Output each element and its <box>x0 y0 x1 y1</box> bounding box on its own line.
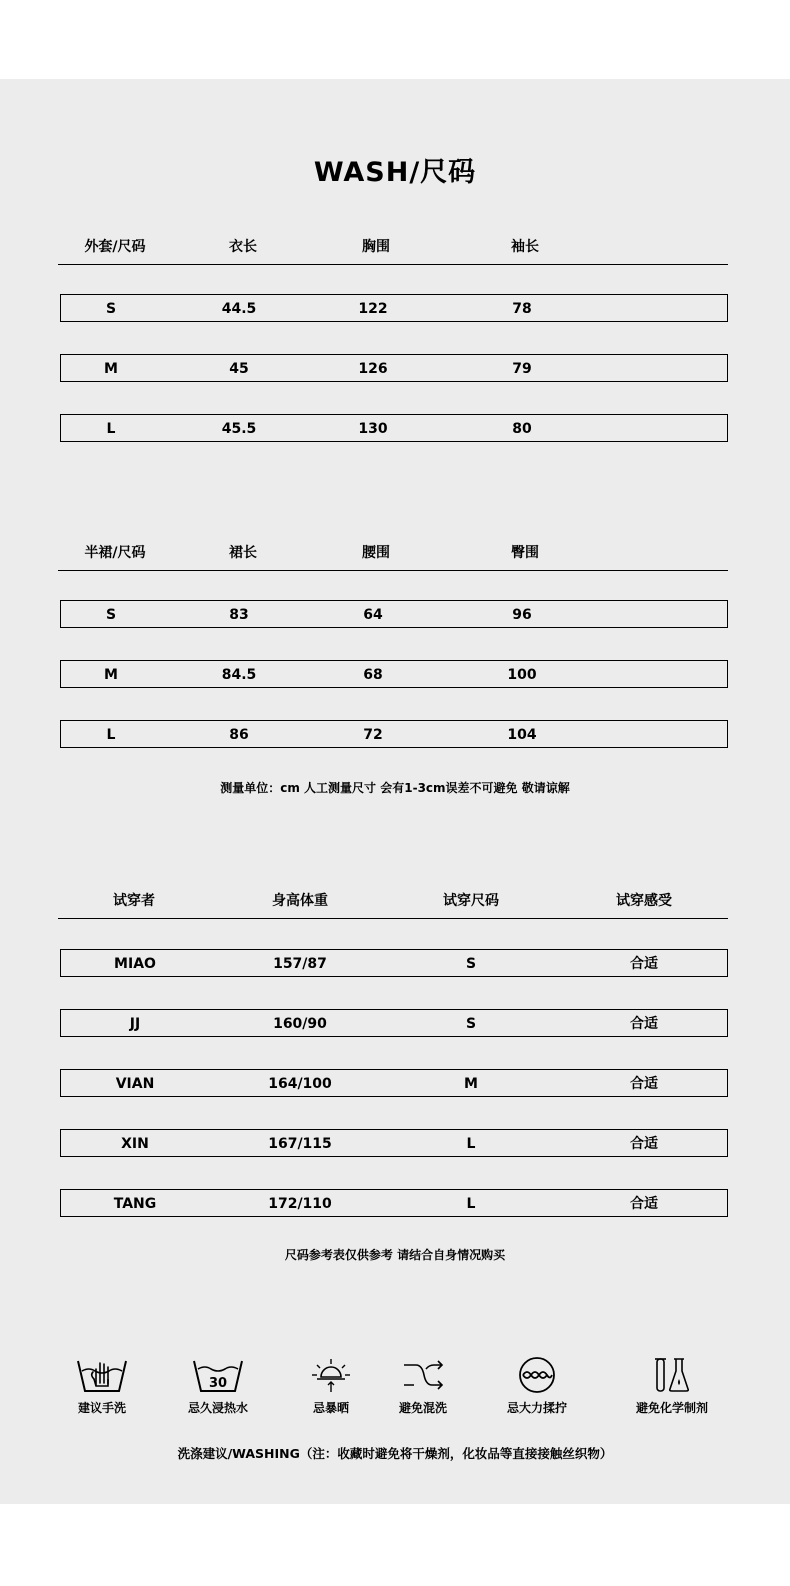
care-item <box>622 1355 722 1416</box>
separate-wash-icon <box>396 1355 450 1395</box>
hip-cell: 100 <box>507 667 537 683</box>
feeling-cell: 合适 <box>630 1136 658 1152</box>
waist-cell: 72 <box>363 727 383 743</box>
table-row <box>60 1129 728 1157</box>
height-weight-cell: 172/110 <box>268 1196 332 1212</box>
length-cell: 84.5 <box>221 667 257 683</box>
care-label: 忌暴晒 <box>312 1401 349 1415</box>
care-item <box>168 1355 268 1416</box>
size-cell: M <box>104 361 118 377</box>
size-cell: M <box>464 1076 478 1092</box>
sleeve-cell: 79 <box>512 361 532 377</box>
height-weight-cell: 157/87 <box>273 956 327 972</box>
chemical-icon <box>645 1355 699 1395</box>
skirt-header-rule <box>58 570 728 571</box>
skirt-header-hip: 臀围 <box>511 545 539 561</box>
care-label: 避免化学制剂 <box>635 1401 708 1415</box>
skirt-header-size: 半裙/尺码 <box>84 545 146 561</box>
size-cell: L <box>106 727 116 743</box>
care-item <box>281 1355 381 1416</box>
size-cell: M <box>104 667 118 683</box>
table-row <box>60 354 728 382</box>
chest-cell: 130 <box>358 421 388 437</box>
length-cell: 44.5 <box>221 301 257 317</box>
wash-30-icon <box>191 1355 245 1395</box>
feeling-cell: 合适 <box>630 956 658 972</box>
care-item <box>487 1355 587 1416</box>
care-label: 忌久浸热水 <box>187 1401 248 1415</box>
care-item <box>52 1355 152 1416</box>
hand-wash-icon <box>75 1355 129 1395</box>
wearer-cell: JJ <box>129 1016 141 1032</box>
table-row <box>60 1189 728 1217</box>
sun-icon <box>304 1355 358 1395</box>
coat-header-length: 衣长 <box>229 239 257 255</box>
page-title: WASH/尺码 <box>313 157 477 188</box>
size-cell: L <box>466 1136 476 1152</box>
table-row <box>60 1009 728 1037</box>
tryon-header-size: 试穿尺码 <box>443 893 499 909</box>
table-row <box>60 294 728 322</box>
care-item <box>373 1355 473 1416</box>
chest-cell: 122 <box>358 301 388 317</box>
tryon-header-wearer: 试穿者 <box>113 893 155 909</box>
length-cell: 45 <box>229 361 249 377</box>
wearer-cell: XIN <box>121 1136 149 1152</box>
hip-cell: 104 <box>507 727 537 743</box>
measurement-note: 测量单位：cm 人工测量尺寸 会有1-3cm误差不可避免 敬请谅解 <box>220 781 570 795</box>
wearer-cell: VIAN <box>115 1076 155 1092</box>
table-row <box>60 1069 728 1097</box>
tryon-header-height-weight: 身高体重 <box>272 893 328 909</box>
coat-header-rule <box>58 264 728 265</box>
height-weight-cell: 167/115 <box>268 1136 332 1152</box>
hip-cell: 96 <box>512 607 532 623</box>
wearer-cell: TANG <box>113 1196 157 1212</box>
sleeve-cell: 80 <box>512 421 532 437</box>
table-row <box>60 600 728 628</box>
feeling-cell: 合适 <box>630 1076 658 1092</box>
table-row <box>60 660 728 688</box>
length-cell: 83 <box>229 607 249 623</box>
care-label: 避免混洗 <box>398 1401 447 1415</box>
table-row <box>60 414 728 442</box>
length-cell: 86 <box>229 727 249 743</box>
length-cell: 45.5 <box>221 421 257 437</box>
waist-cell: 64 <box>363 607 383 623</box>
care-label: 建议手洗 <box>77 1401 126 1415</box>
size-cell: S <box>105 607 117 623</box>
size-cell: L <box>106 421 116 437</box>
tryon-header-feeling: 试穿感受 <box>616 893 672 909</box>
wearer-cell: MIAO <box>114 956 156 972</box>
reference-note: 尺码参考表仅供参考 请结合自身情况购买 <box>284 1248 506 1262</box>
coat-header-size: 外套/尺码 <box>84 239 146 255</box>
feeling-cell: 合适 <box>630 1196 658 1212</box>
feeling-cell: 合适 <box>630 1016 658 1032</box>
size-cell: S <box>105 301 117 317</box>
size-cell: S <box>465 956 477 972</box>
coat-header-chest: 胸围 <box>362 239 390 255</box>
sleeve-cell: 78 <box>512 301 532 317</box>
care-label: 忌大力揉拧 <box>506 1401 567 1415</box>
wash-temperature: 30 <box>208 1376 228 1391</box>
size-cell: S <box>465 1016 477 1032</box>
size-cell: L <box>466 1196 476 1212</box>
waist-cell: 68 <box>363 667 383 683</box>
height-weight-cell: 160/90 <box>273 1016 327 1032</box>
height-weight-cell: 164/100 <box>268 1076 332 1092</box>
coat-header-sleeve: 袖长 <box>511 239 539 255</box>
skirt-header-waist: 腰围 <box>362 545 390 561</box>
tryon-header-rule <box>58 918 728 919</box>
no-wring-icon <box>510 1355 564 1395</box>
table-row <box>60 949 728 977</box>
washing-note: 洗涤建议/WASHING（注：收藏时避免将干燥剂，化妆品等直接接触丝织物） <box>177 1446 613 1461</box>
chest-cell: 126 <box>358 361 388 377</box>
table-row <box>60 720 728 748</box>
skirt-header-length: 裙长 <box>229 545 257 561</box>
